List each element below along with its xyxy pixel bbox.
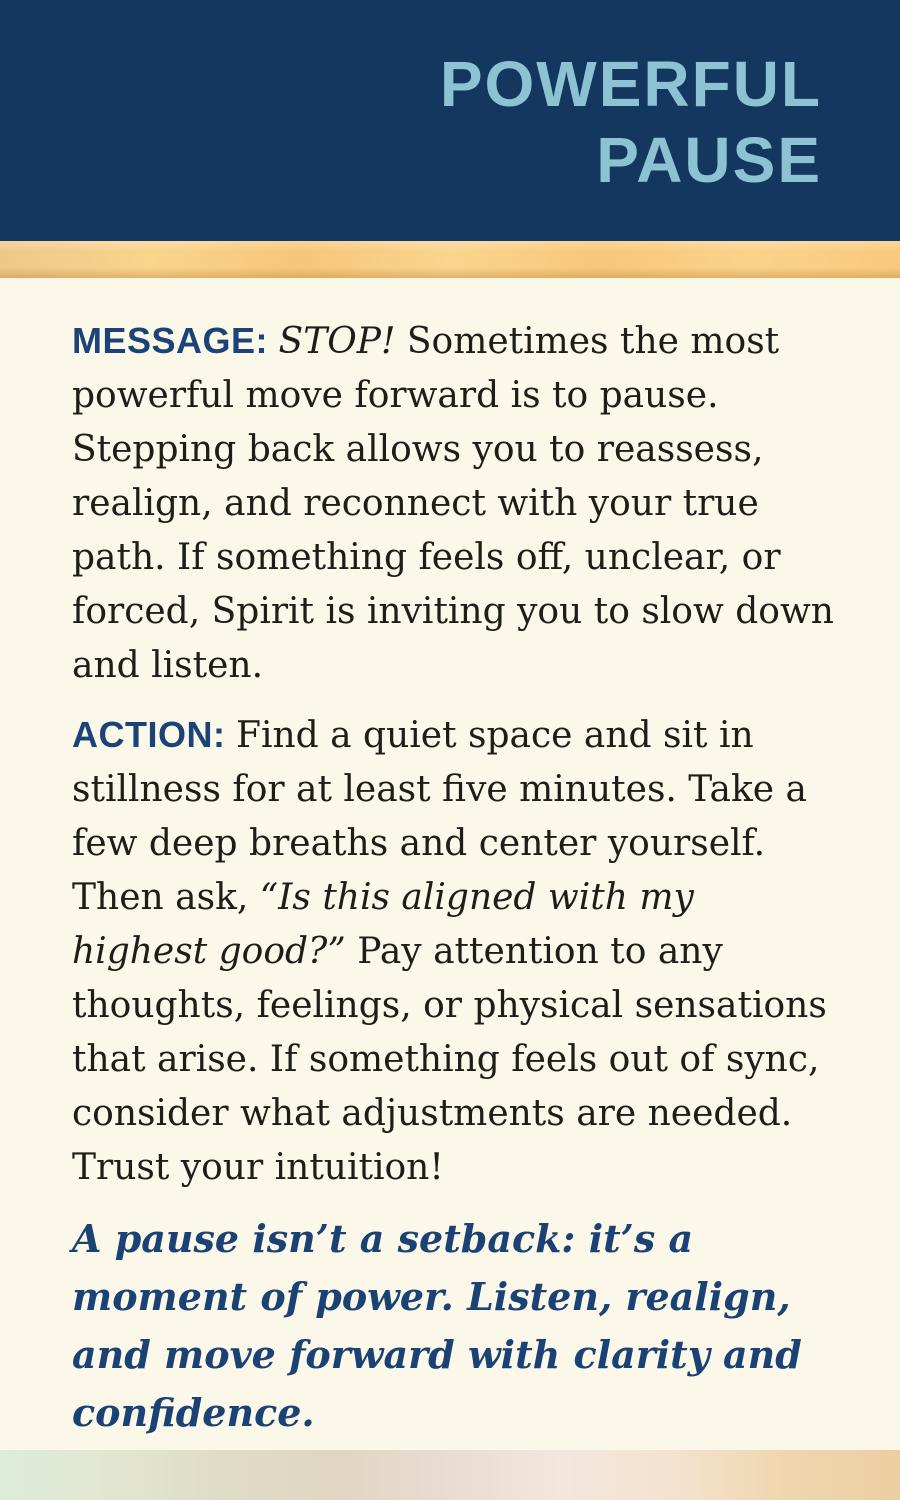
- text-segment-emphasis: A pause isn’t a setback: it’s a moment of power. Listen, realign, and move forward with clarity and confidence.: [72, 1216, 802, 1435]
- text-segment-italic: STOP!: [278, 321, 407, 362]
- card-title: [0, 46, 822, 198]
- footer-stripe: [0, 1450, 900, 1500]
- gold-divider: [0, 241, 900, 278]
- card-header: [0, 0, 900, 241]
- text-segment-italic: “Is this aligned with my highest good?”: [72, 877, 694, 972]
- title-line-2: PAUSE: [596, 124, 822, 196]
- text-segment-label: ACTION:: [72, 714, 236, 755]
- card-body-text: [0, 278, 900, 1450]
- paragraph: [72, 314, 834, 693]
- text-segment-normal: Sometimes the most powerful move forward is to pause. Stepping back allows you to reassess, realign, and reconnect with your true path. If something feels off, unclear, or forced, Spirit is inviting you to slow down and listen.: [72, 321, 834, 686]
- text-segment-label: MESSAGE:: [72, 320, 279, 361]
- text-segment-normal: Pay attention to any thoughts, feelings, or physical sensations that arise. If something feels out of sync, consider what adjustments are needed. Trust your intuition!: [72, 931, 827, 1188]
- title-line-1: POWERFUL: [439, 48, 822, 120]
- paragraph: [72, 708, 834, 1195]
- paragraph: [72, 1210, 834, 1442]
- text-segment-normal: Find a quiet space and sit in stillness for at least five minutes. Take a few deep breaths and center yourself. Then ask,: [72, 715, 808, 918]
